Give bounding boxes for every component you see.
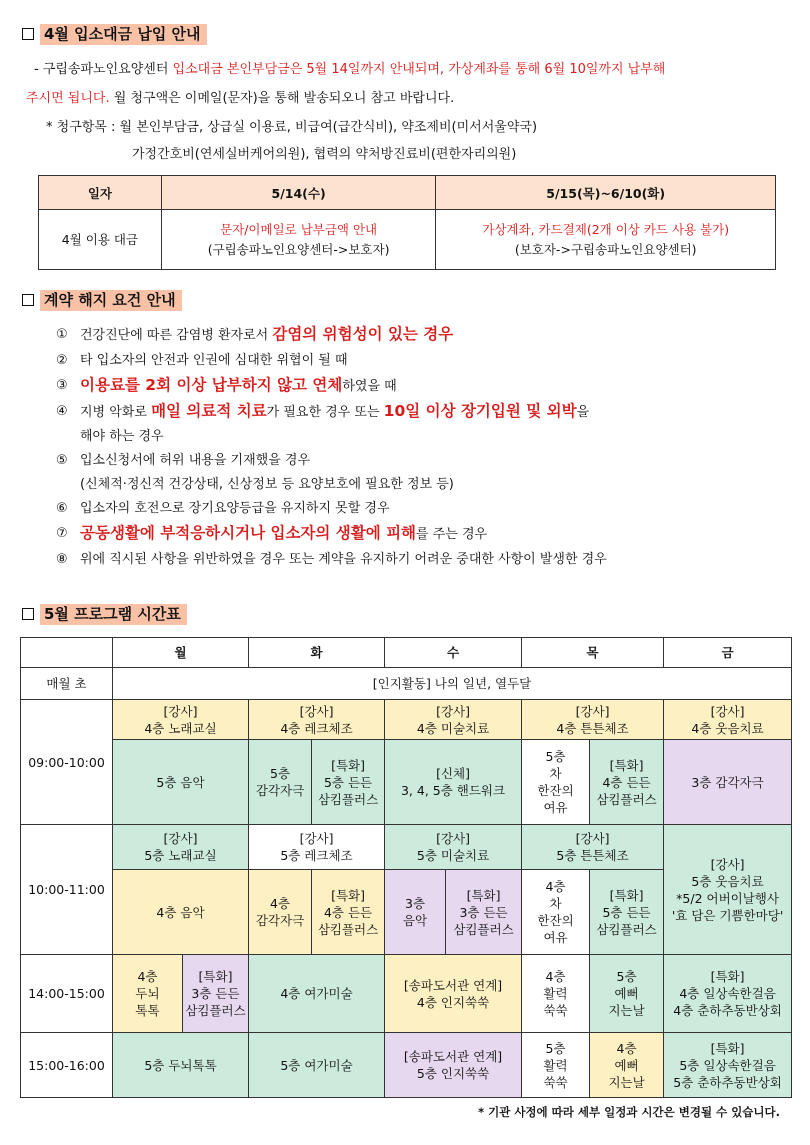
time-label: 15:00-16:00	[21, 1033, 113, 1098]
program-cell: [특화] 4층 든든 삼킴플러스	[590, 740, 664, 825]
program-cell: 4층 음악	[113, 870, 249, 955]
day-wed: 수	[385, 638, 522, 668]
program-cell: 5층 활력 쑥쑥	[522, 1033, 590, 1098]
program-cell: 3층 음악	[385, 870, 446, 955]
billing-items-line-2: 가정간호비(연세실버케어의원), 협력의 약처방진료비(편한자리의원)	[132, 147, 517, 162]
day-mon: 월	[113, 638, 249, 668]
program-cell: [특화] 4층 일상속한걸음 4층 춘하추동반상회	[664, 955, 792, 1033]
corner-cell	[21, 638, 113, 668]
program-cell: [특화] 5층 든든 삼킴플러스	[312, 740, 385, 825]
header-col3: 5/15(목)~6/10(화)	[436, 176, 776, 210]
payment-line-1: - 구립송파노인요양센터 입소대금 본인부담금은 5월 14일까지 안내되며, 가상계좌를 통해 6월 10일까지 납부해	[34, 62, 666, 77]
program-cell: 5층 예뻐 지는날	[590, 955, 664, 1033]
program-cell: [특화] 3층 든든 삼킴플러스	[446, 870, 522, 955]
header-date: 일자	[39, 176, 162, 210]
section-title-payment: 4월 입소대금 납입 안내	[22, 22, 207, 46]
time-label: 09:00-10:00	[21, 700, 113, 825]
program-cell: 5층 여가미술	[249, 1033, 385, 1098]
payment-schedule-table	[38, 175, 776, 270]
program-schedule-table	[20, 637, 792, 1098]
program-cell: 5층 차 한잔의 여유	[522, 740, 590, 825]
program-cell: [강사] 5층 미술치료	[385, 825, 522, 870]
list-item: ⑥ 입소자의 호전으로 장기요양등급을 유지하지 못할 경우	[56, 501, 390, 516]
payment-method-cell: 가상계좌, 카드결제(2개 이상 카드 사용 불가) (보호자->구립송파노인요양센터)	[436, 210, 776, 270]
program-cell: [송파도서관 연계] 4층 인지쑥쑥	[385, 955, 522, 1033]
program-cell: [강사] 5층 레크체조	[249, 825, 385, 870]
program-cell: [강사] 4층 미술치료	[385, 700, 522, 740]
program-cell: 4층 여가미술	[249, 955, 385, 1033]
program-cell: 5층 음악	[113, 740, 249, 825]
checkbox-square-icon	[22, 28, 34, 40]
footnote: * 기관 사정에 따라 세부 일정과 시간은 변경될 수 있습니다.	[478, 1105, 780, 1119]
section-title-termination: 계약 해지 요건 안내	[22, 288, 182, 312]
program-cell: [강사] 4층 노래교실	[113, 700, 249, 740]
header-col2: 5/14(수)	[161, 176, 436, 210]
program-cell: [특화] 5층 든든 삼킴플러스	[590, 870, 664, 955]
day-thu: 목	[522, 638, 664, 668]
notice-cell: 문자/이메일로 납부금액 안내 (구립송파노인요양센터->보호자)	[161, 210, 436, 270]
list-item: ④ 지병 악화로 매일 의료적 치료가 필요한 경우 또는 10일 이상 장기입원 및 외박을 해야 하는 경우	[56, 402, 590, 444]
time-label: 14:00-15:00	[21, 955, 113, 1033]
list-item: ⑦ 공동생활에 부적응하시거나 입소자의 생활에 피해를 주는 경우	[56, 524, 488, 542]
list-item: ⑧ 위에 직시된 사항을 위반하였을 경우 또는 계약을 유지하기 어려운 중대한 사항이 발생한 경우	[56, 552, 607, 567]
program-cell: [강사] 4층 튼튼체조	[522, 700, 664, 740]
payment-line-2: 주시면 됩니다. 월 청구액은 이메일(문자)을 통해 발송되오니 참고 바랍니다.	[26, 91, 455, 106]
program-cell: 4층 활력 쑥쑥	[522, 955, 590, 1033]
program-cell: [강사] 5층 튼튼체조	[522, 825, 664, 870]
program-cell: [강사] 4층 웃음치료	[664, 700, 792, 740]
program-cell: [송파도서관 연계] 5층 인지쑥쑥	[385, 1033, 522, 1098]
program-cell: 5층 두뇌톡톡	[113, 1033, 249, 1098]
program-cell: 5층 감각자극	[249, 740, 312, 825]
program-cell: 4층 두뇌 톡톡	[113, 955, 183, 1033]
program-cell: [신체] 3, 4, 5층 핸드워크	[385, 740, 522, 825]
program-cell: 4층 예뻐 지는날	[590, 1033, 664, 1098]
program-cell: [특화] 5층 일상속한걸음 5층 춘하추동반상회	[664, 1033, 792, 1098]
time-label: 10:00-11:00	[21, 825, 113, 955]
billing-items-line-1: * 청구항목 : 월 본인부담금, 상급실 이용료, 비급여(급간식비), 약조제비(미서서울약국)	[46, 120, 538, 135]
program-cell: 3층 감각자극	[664, 740, 792, 825]
checkbox-square-icon	[22, 294, 34, 306]
program-cell: [강사] 5층 노래교실	[113, 825, 249, 870]
list-item: ③ 이용료를 2회 이상 납부하지 않고 연체하였을 때	[56, 376, 397, 394]
section-title-schedule: 5월 프로그램 시간표	[22, 602, 187, 626]
day-fri: 금	[664, 638, 792, 668]
program-cell: [강사] 5층 웃음치료 *5/2 어버이날행사 '효 담은 기쁨한마당'	[664, 825, 792, 955]
day-tue: 화	[249, 638, 385, 668]
time-label: 매월 초	[21, 668, 113, 700]
program-cell: 4층 차 한잔의 여유	[522, 870, 590, 955]
row-label: 4월 이용 대금	[39, 210, 162, 270]
list-item: ② 타 입소자의 안전과 인권에 심대한 위협이 될 때	[56, 353, 348, 368]
program-cell: 4층 감각자극	[249, 870, 312, 955]
checkbox-square-icon	[22, 608, 34, 620]
monthly-activity: [인지활동] 나의 일년, 열두달	[113, 668, 792, 700]
program-cell: [특화] 3층 든든 삼킴플러스	[183, 955, 249, 1033]
list-item: ⑤ 입소신청서에 허위 내용을 기재했을 경우 (신체적·정신적 건강상태, 신상정보 등 요양보호에 필요한 정보 등)	[56, 453, 454, 492]
program-cell: [특화] 4층 든든 삼킴플러스	[312, 870, 385, 955]
termination-conditions-list	[56, 322, 607, 572]
program-cell: [강사] 4층 레크체조	[249, 700, 385, 740]
list-item: ① 건강진단에 따른 감염병 환자로서 감염의 위험성이 있는 경우	[56, 325, 454, 343]
